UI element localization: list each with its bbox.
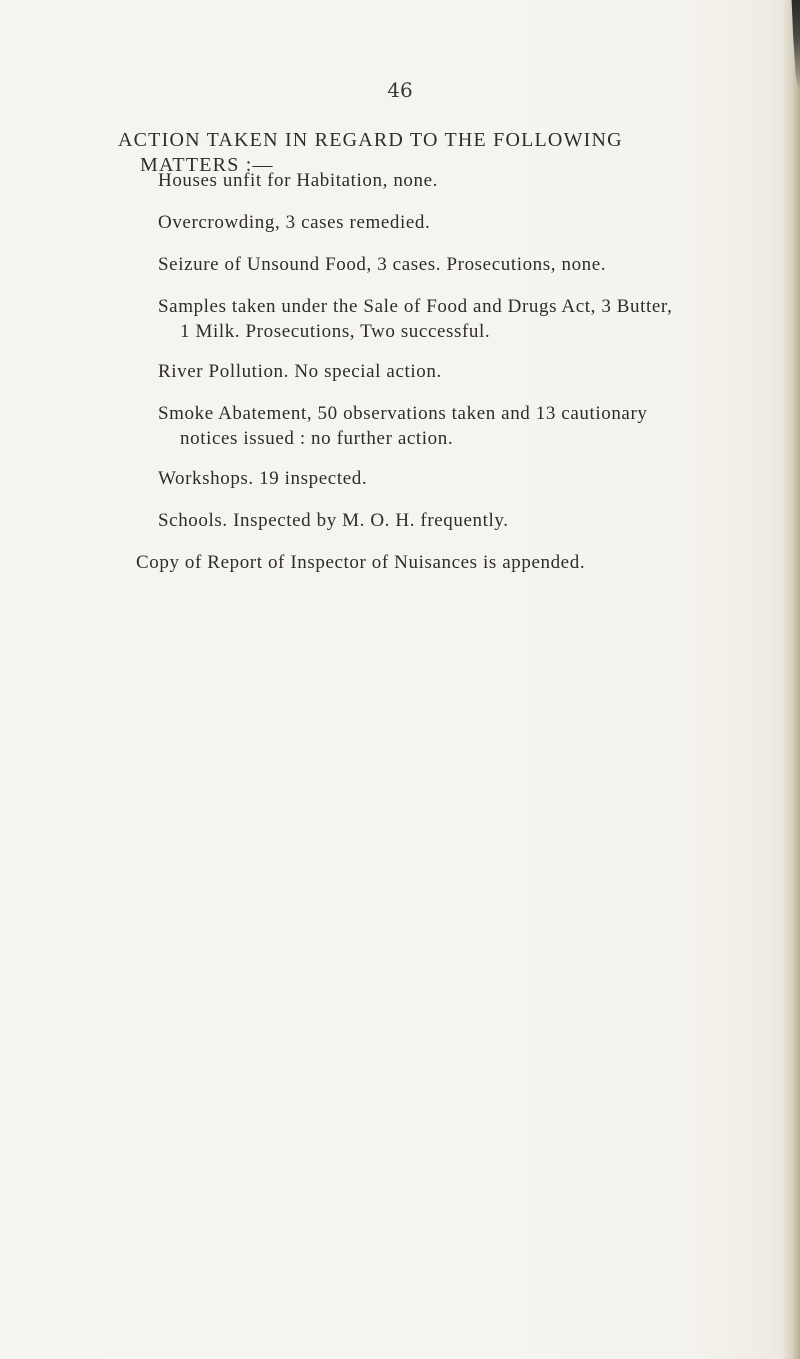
list-item [158, 170, 438, 192]
list-item [158, 296, 672, 343]
list-item [136, 552, 585, 574]
list-item [158, 510, 509, 532]
page-number: 46 [387, 78, 413, 102]
list-item [158, 468, 367, 490]
item-text-continuation: 1 Milk. Prosecutions, Two successful. [180, 321, 491, 342]
page-edge-shadow [782, 0, 800, 1359]
item-text: Workshops. 19 inspected. [158, 468, 368, 489]
list-item [158, 361, 442, 383]
section-heading-line-2: MATTERS :— [140, 154, 274, 176]
item-text-continuation: notices issued : no further action. [180, 428, 454, 449]
item-text: Overcrowding, 3 cases remedied. [158, 212, 431, 233]
list-item [158, 403, 648, 450]
list-item [158, 254, 606, 276]
item-text: Houses unfit for Habitation, none. [158, 170, 439, 191]
item-text: Seizure of Unsound Food, 3 cases. Prosecutions, none. [158, 254, 607, 275]
item-text: Copy of Report of Inspector of Nuisances is appended. [136, 552, 586, 573]
item-text: Schools. Inspected by M. O. H. frequently. [158, 510, 509, 531]
list-item [158, 212, 430, 234]
item-text: Samples taken under the Sale of Food and Drugs Act, 3 Butter, [158, 296, 673, 317]
item-text: Smoke Abatement, 50 observations taken and 13 cautionary [158, 403, 648, 424]
item-text: River Pollution. No special action. [158, 361, 442, 382]
section-heading-line-1: ACTION TAKEN IN REGARD TO THE FOLLOWING [118, 129, 623, 151]
